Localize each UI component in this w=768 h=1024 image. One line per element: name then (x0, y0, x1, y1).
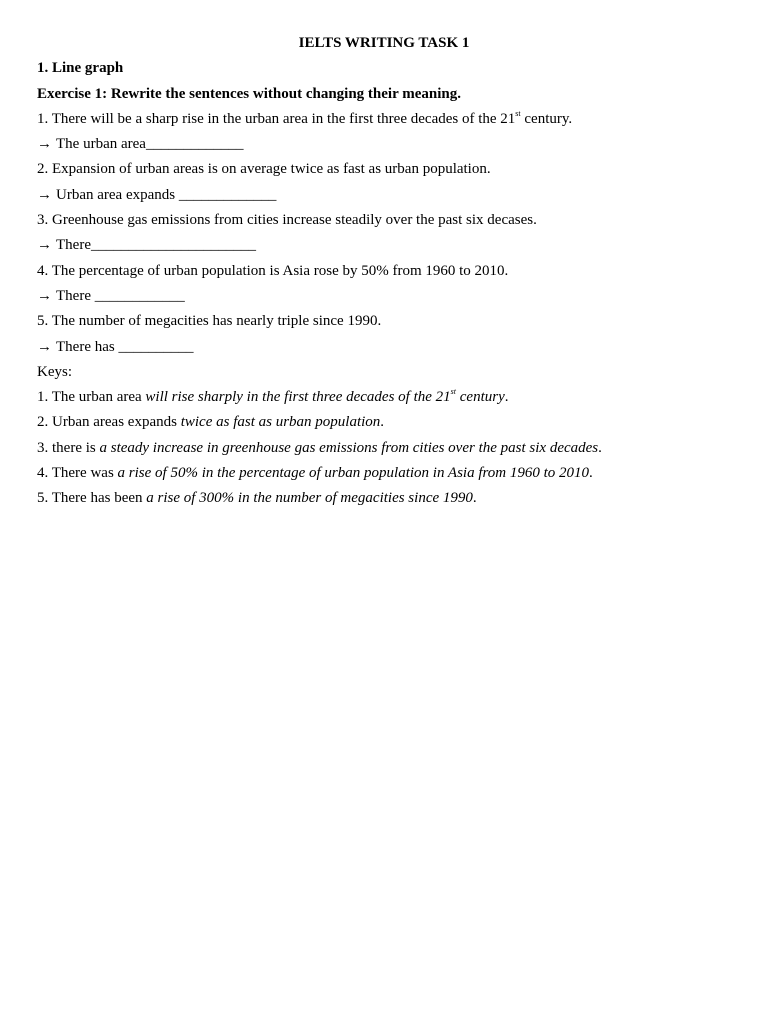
question-1-text: 1. There will be a sharp rise in the urban area in the first three decades of the 21 (37, 110, 516, 127)
answer-prompt-4 (37, 284, 737, 309)
question-1-text-end: century. (520, 110, 573, 127)
key-3-lead: 3. there is (37, 439, 100, 456)
key-4-lead: 4. There was (37, 465, 118, 482)
arrow-icon: → (37, 136, 52, 153)
key-1-lead: 1. The urban area (37, 389, 146, 406)
arrow-icon: → (37, 338, 52, 355)
key-5-answer: a rise of 300% in the number of megacities since 1990 (146, 490, 473, 507)
question-5: 5. The number of megacities has nearly triple since 1990. (37, 313, 382, 330)
answer-prompt-1 (37, 132, 737, 157)
key-2-period: . (380, 414, 385, 431)
prompt-4-text: There ____________ (56, 287, 185, 304)
prompt-1-text: The urban area_____________ (56, 136, 244, 153)
answer-prompt-5 (37, 335, 737, 360)
document-title: IELTS WRITING TASK 1 (298, 35, 470, 51)
key-2 (37, 410, 737, 435)
key-3-period: . (598, 439, 602, 456)
keys-label: Keys: (37, 363, 72, 380)
key-1-period: . (504, 389, 509, 406)
ordinal-suffix: st (515, 108, 521, 118)
key-1 (37, 385, 737, 410)
question-4: 4. The percentage of urban population is Asia rose by 50% from 1960 to 2010. (37, 262, 509, 279)
key-4-answer: a rise of 50% in the percentage of urban population in Asia from 1960 to 2010 (117, 465, 590, 482)
prompt-5-text: There has __________ (56, 338, 194, 355)
key-5-period: . (472, 490, 477, 507)
key-2-answer: twice as fast as urban population (180, 414, 381, 431)
section-heading: 1. Line graph (37, 60, 124, 77)
answer-prompt-3 (37, 233, 737, 258)
key-1-answer: will rise sharply in the first three decades of the 21 (145, 389, 451, 406)
ordinal-suffix: st (450, 387, 457, 397)
question-2: 2. Expansion of urban areas is on average twice as fast as urban population. (37, 161, 491, 178)
key-4 (37, 461, 737, 486)
key-3 (37, 436, 737, 461)
prompt-2-text: Urban area expands _____________ (56, 186, 277, 203)
key-5-lead: 5. There has been (37, 490, 147, 507)
prompt-3-text: There______________________ (56, 237, 256, 254)
answer-prompt-2 (37, 183, 737, 208)
arrow-icon: → (37, 186, 52, 203)
key-3-answer: a steady increase in greenhouse gas emissions from cities over the past six decades (99, 439, 599, 456)
key-1-answer-end: century (456, 389, 505, 406)
key-4-period: . (589, 465, 593, 482)
key-2-lead: 2. Urban areas expands (37, 414, 181, 431)
question-3: 3. Greenhouse gas emissions from cities increase steadily over the past six decases. (37, 212, 537, 229)
document-page (37, 31, 737, 512)
question-1 (37, 107, 737, 132)
arrow-icon: → (37, 287, 52, 304)
arrow-icon: → (37, 237, 52, 254)
key-5 (37, 486, 737, 511)
exercise-instruction: Exercise 1: Rewrite the sentences without changing their meaning. (37, 85, 461, 102)
